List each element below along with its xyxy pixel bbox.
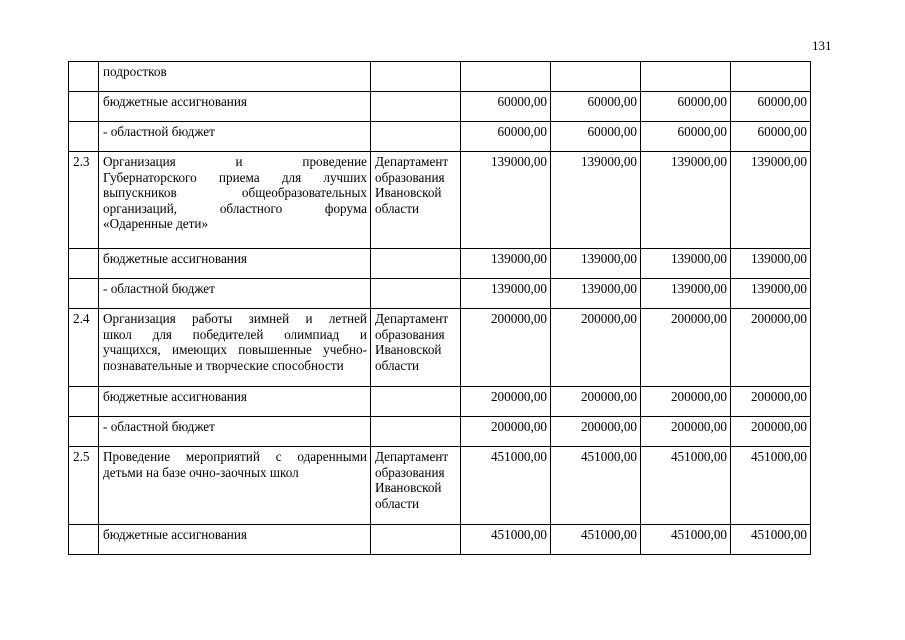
amount-cell: 139000,00 xyxy=(461,249,551,279)
department-line: области xyxy=(375,200,420,216)
amount-cell: 451000,00 xyxy=(731,447,811,525)
row-number-cell xyxy=(69,279,99,309)
department-line: Департамент xyxy=(375,311,449,326)
department-line: Ивановской xyxy=(375,185,442,200)
item-name-line: Губернаторского приема для лучших xyxy=(103,169,367,185)
item-name-cell: бюджетные ассигнования xyxy=(99,92,371,122)
item-name-line: выпускников общеобразовательных xyxy=(103,185,367,200)
table-row xyxy=(69,122,811,152)
item-name-cell xyxy=(99,309,371,387)
amount-cell xyxy=(641,62,731,92)
department-cell xyxy=(371,279,461,309)
row-number-cell: 2.5 xyxy=(69,447,99,525)
amount-cell: 451000,00 xyxy=(461,525,551,555)
department-cell xyxy=(371,309,461,387)
amount-cell xyxy=(731,62,811,92)
item-name-cell: бюджетные ассигнования xyxy=(99,525,371,555)
table-row xyxy=(69,249,811,279)
amount-cell: 60000,00 xyxy=(641,122,731,152)
amount-cell: 60000,00 xyxy=(731,92,811,122)
table-row xyxy=(69,279,811,309)
budget-table xyxy=(68,61,811,555)
amount-cell: 200000,00 xyxy=(461,309,551,387)
amount-cell: 451000,00 xyxy=(731,525,811,555)
amount-cell: 200000,00 xyxy=(461,417,551,447)
department-line: Департамент xyxy=(375,154,449,169)
item-name-line: организаций, областного форума xyxy=(103,200,367,216)
amount-cell: 139000,00 xyxy=(551,249,641,279)
row-number-cell: 2.4 xyxy=(69,309,99,387)
amount-cell: 451000,00 xyxy=(461,447,551,525)
amount-cell: 139000,00 xyxy=(731,279,811,309)
row-number-cell xyxy=(69,387,99,417)
item-name-cell xyxy=(99,447,371,525)
amount-cell: 451000,00 xyxy=(641,525,731,555)
amount-cell: 200000,00 xyxy=(641,309,731,387)
amount-cell: 200000,00 xyxy=(641,417,731,447)
amount-cell: 139000,00 xyxy=(731,152,811,249)
amount-cell: 451000,00 xyxy=(551,447,641,525)
table-row xyxy=(69,92,811,122)
amount-cell: 200000,00 xyxy=(551,417,641,447)
amount-cell: 200000,00 xyxy=(731,417,811,447)
department-line: Ивановской xyxy=(375,480,442,495)
amount-cell: 139000,00 xyxy=(641,249,731,279)
department-cell xyxy=(371,62,461,92)
table-row xyxy=(69,525,811,555)
amount-cell: 200000,00 xyxy=(731,309,811,387)
item-name-line: Проведение мероприятий с одаренными xyxy=(103,449,367,464)
row-number-cell xyxy=(69,417,99,447)
department-cell xyxy=(371,152,461,249)
item-name-cell xyxy=(99,152,371,249)
amount-cell: 60000,00 xyxy=(461,122,551,152)
table-row xyxy=(69,152,811,249)
table-row xyxy=(69,447,811,525)
amount-cell: 60000,00 xyxy=(461,92,551,122)
table-row xyxy=(69,417,811,447)
amount-cell: 139000,00 xyxy=(551,152,641,249)
item-name-cell: - областной бюджет xyxy=(99,279,371,309)
item-name-cell: бюджетные ассигнования xyxy=(99,249,371,279)
item-name-cell: подростков xyxy=(99,62,371,92)
amount-cell: 200000,00 xyxy=(461,387,551,417)
item-name-line: «Одаренные дети» xyxy=(103,216,209,231)
item-name-cell: - областной бюджет xyxy=(99,417,371,447)
row-number-cell xyxy=(69,62,99,92)
amount-cell: 139000,00 xyxy=(641,279,731,309)
department-line: образования xyxy=(375,169,445,185)
amount-cell: 451000,00 xyxy=(641,447,731,525)
department-cell xyxy=(371,417,461,447)
page-number: 131 xyxy=(812,38,832,53)
department-line: Департамент xyxy=(375,449,449,464)
department-cell xyxy=(371,387,461,417)
item-name-line: детьми на базе очно-заочных школ xyxy=(103,464,299,480)
amount-cell: 60000,00 xyxy=(641,92,731,122)
amount-cell: 200000,00 xyxy=(731,387,811,417)
amount-cell: 139000,00 xyxy=(461,152,551,249)
amount-cell: 139000,00 xyxy=(641,152,731,249)
amount-cell xyxy=(551,62,641,92)
department-cell xyxy=(371,447,461,525)
department-line: образования xyxy=(375,464,445,480)
table-row xyxy=(69,62,811,92)
item-name-cell: - областной бюджет xyxy=(99,122,371,152)
row-number-cell: 2.3 xyxy=(69,152,99,249)
department-line: Ивановской xyxy=(375,342,442,357)
department-line: области xyxy=(375,495,420,511)
item-name-line: школ для победителей олимпиад и xyxy=(103,326,367,342)
amount-cell: 60000,00 xyxy=(731,122,811,152)
department-cell xyxy=(371,525,461,555)
row-number-cell xyxy=(69,92,99,122)
amount-cell xyxy=(461,62,551,92)
amount-cell: 200000,00 xyxy=(551,309,641,387)
row-number-cell xyxy=(69,122,99,152)
item-name-cell: бюджетные ассигнования xyxy=(99,387,371,417)
department-cell xyxy=(371,122,461,152)
amount-cell: 60000,00 xyxy=(551,122,641,152)
table-row xyxy=(69,309,811,387)
amount-cell: 200000,00 xyxy=(551,387,641,417)
amount-cell: 200000,00 xyxy=(641,387,731,417)
department-line: образования xyxy=(375,326,445,342)
item-name-line: Организация и проведение xyxy=(103,154,367,169)
department-line: области xyxy=(375,357,420,373)
department-cell xyxy=(371,249,461,279)
row-number-cell xyxy=(69,525,99,555)
amount-cell: 60000,00 xyxy=(551,92,641,122)
table-row xyxy=(69,387,811,417)
amount-cell: 139000,00 xyxy=(461,279,551,309)
item-name-line: Организация работы зимней и летней xyxy=(103,311,367,326)
amount-cell: 451000,00 xyxy=(551,525,641,555)
amount-cell: 139000,00 xyxy=(731,249,811,279)
item-name-line: познавательные и творческие способности xyxy=(103,357,344,373)
item-name-line: учащихся, имеющих повышенные учебно- xyxy=(103,342,367,357)
row-number-cell xyxy=(69,249,99,279)
amount-cell: 139000,00 xyxy=(551,279,641,309)
department-cell xyxy=(371,92,461,122)
